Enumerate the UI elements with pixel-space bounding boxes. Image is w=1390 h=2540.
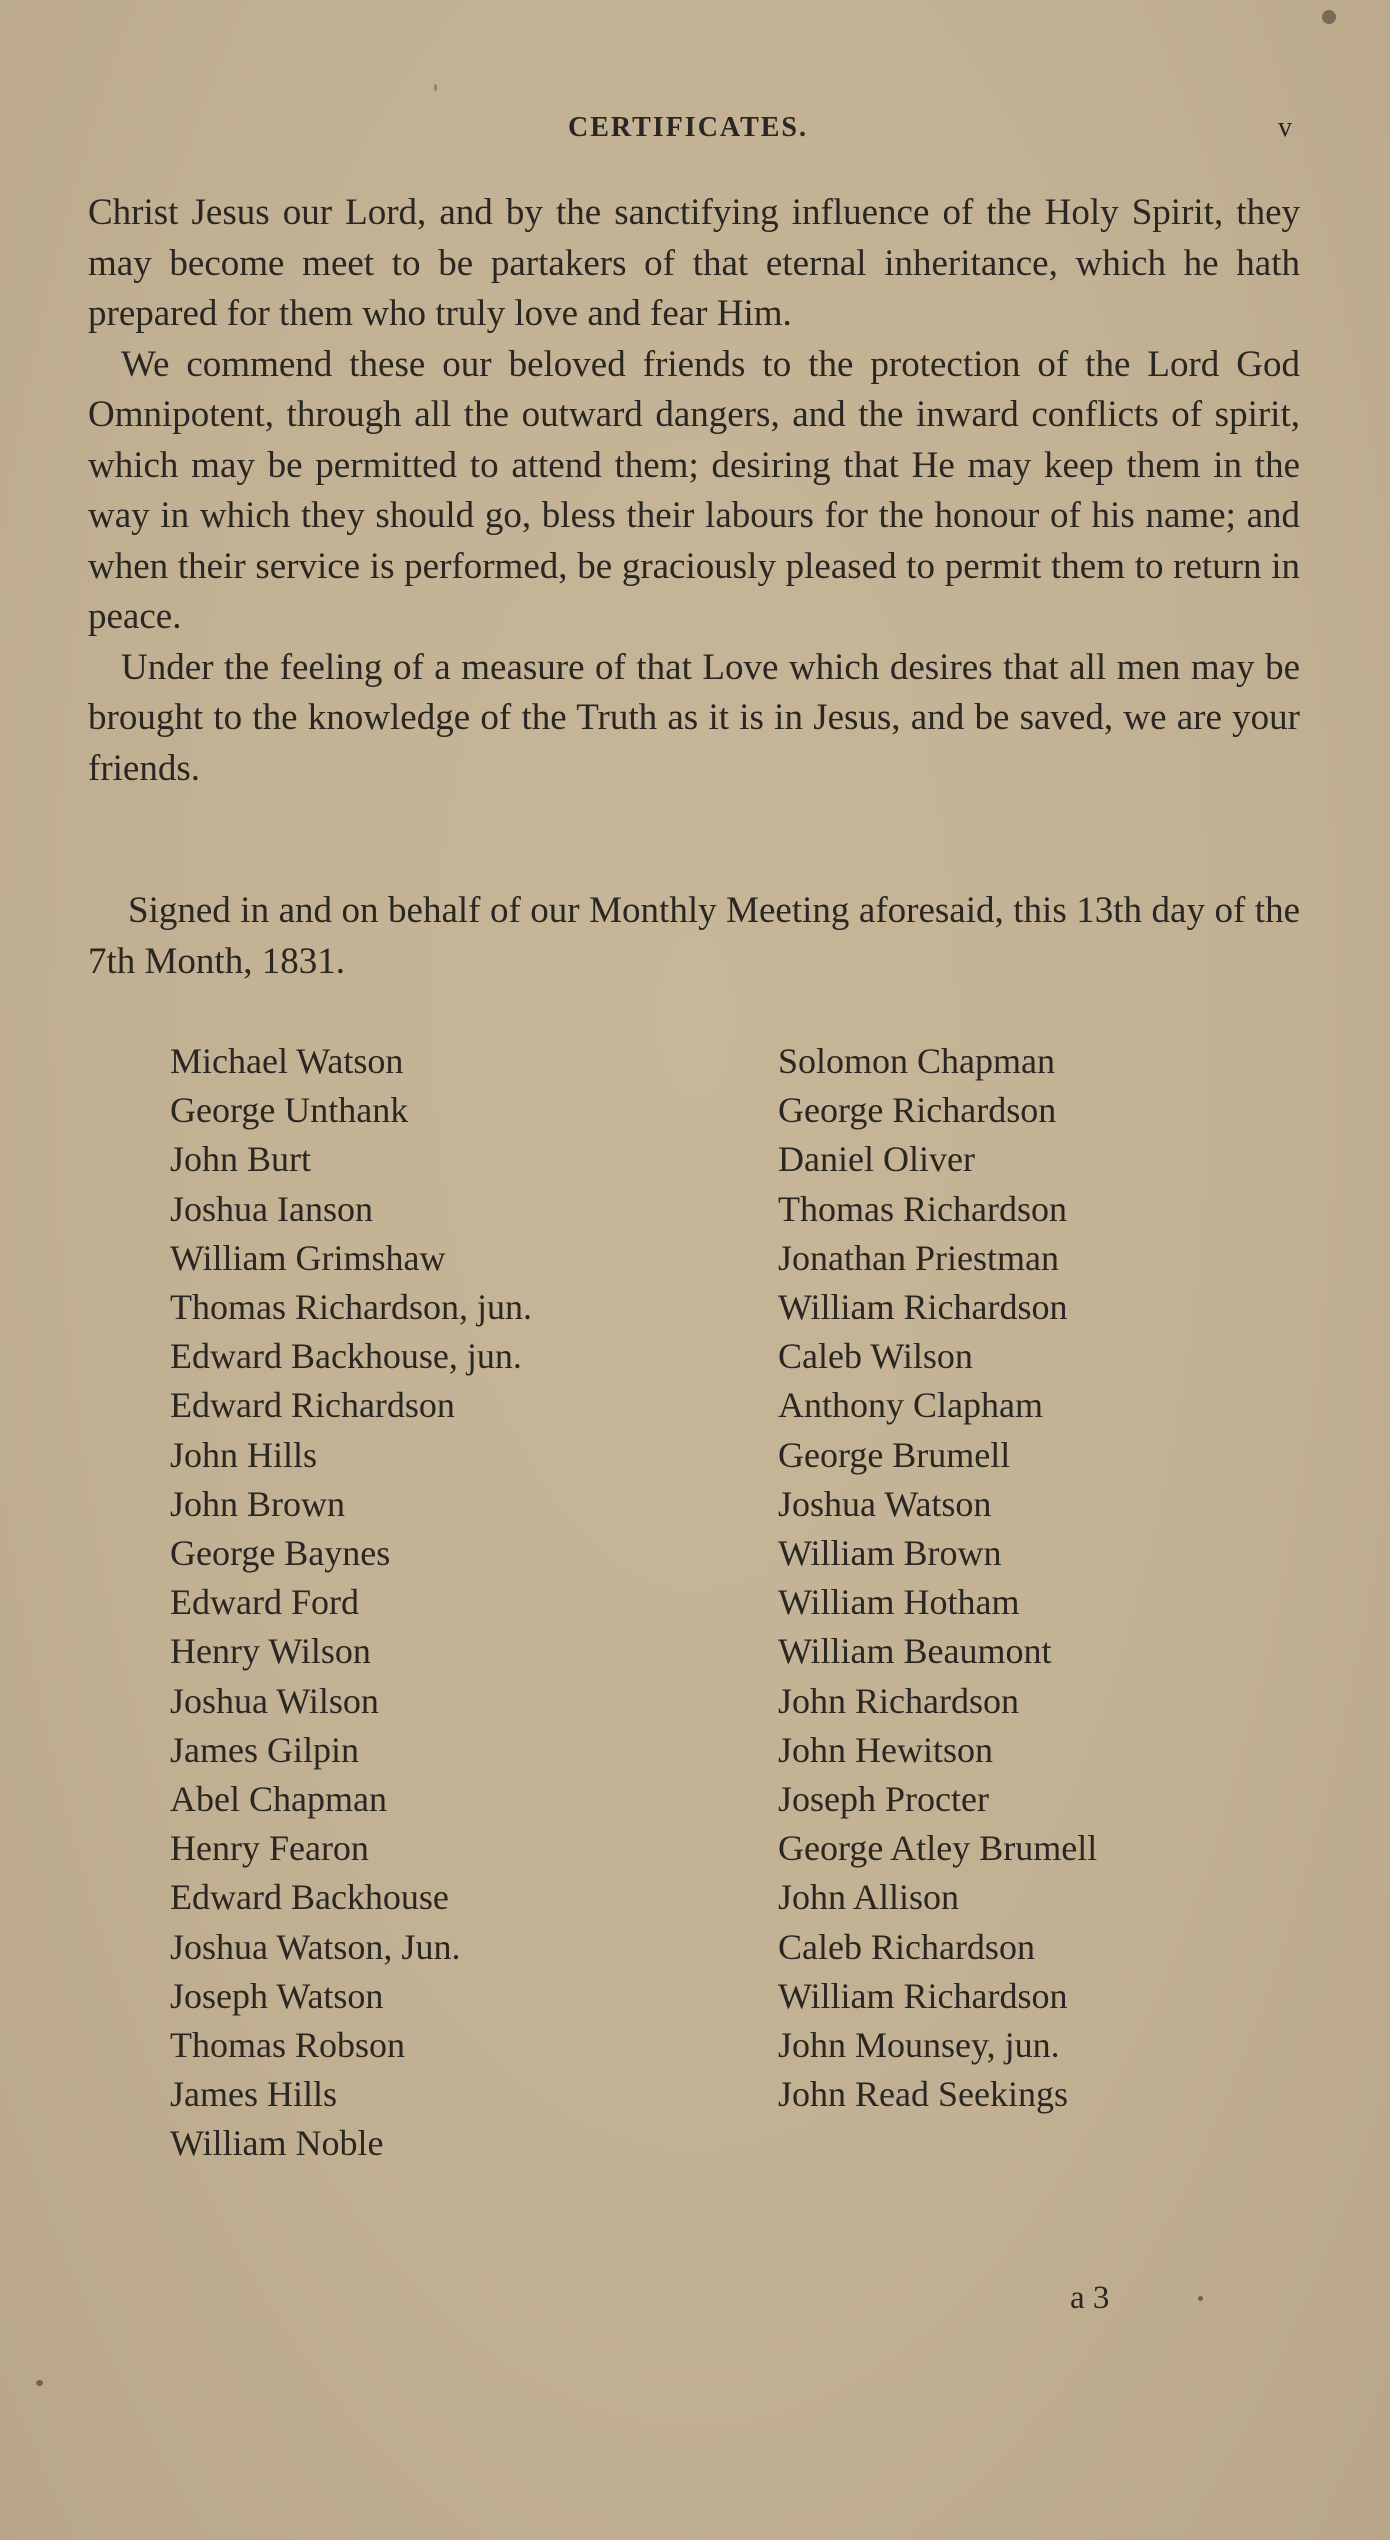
signatory-name: Joshua Ianson	[170, 1188, 373, 1229]
running-title: CERTIFICATES.	[568, 112, 808, 143]
signatory-name: Michael Watson	[170, 1041, 404, 1081]
paragraph: Christ Jesus our Lord, and by the sanctifying influence of the Holy Spirit, they may become meet to be partakers of that eternal inheritance, which he hath prepared for them who truly love and fear Him.	[88, 192, 1300, 334]
signatory-name: John Mounsey, jun.	[778, 2025, 1060, 2066]
signatory-name: George Unthank	[170, 1090, 409, 1131]
signatory-name: William Grimshaw	[170, 1237, 446, 1278]
running-header	[88, 112, 1292, 152]
signatory-name: William Richardson	[778, 1287, 1068, 1328]
signatory-name: William Hotham	[778, 1582, 1020, 1623]
signatory-name: Joshua Wilson	[170, 1680, 379, 1721]
signatory-name: Anthony Clapham	[778, 1385, 1043, 1426]
signature-mark: a 3	[1070, 2280, 1110, 2316]
paragraph: Under the feeling of a measure of that Love which desires that all men may be brought to the knowledge of the Truth as it is in Jesus, and be saved, we are your friends.	[88, 646, 1300, 789]
signatory-name: George Baynes	[170, 1533, 391, 1574]
ink-speck	[36, 2380, 43, 2386]
signatories-right-column	[778, 1037, 1097, 2119]
signatory-name: James Gilpin	[170, 1729, 359, 1770]
signatory-name: Henry Wilson	[170, 1631, 371, 1672]
signatory-name: Solomon Chapman	[778, 1041, 1055, 1081]
signatory-name: William Brown	[778, 1533, 1002, 1574]
signatory-name: George Atley Brumell	[778, 1828, 1098, 1869]
ink-speck	[1198, 2296, 1203, 2301]
signatory-name: Daniel Oliver	[778, 1139, 975, 1180]
signed-line: Signed in and on behalf of our Monthly Meeting aforesaid, this 13th day of the 7th Month, 1831.	[88, 890, 1300, 982]
signatory-name: John Richardson	[778, 1680, 1019, 1721]
signatory-name: John Allison	[778, 1877, 960, 1918]
signatory-name: Thomas Richardson, jun.	[170, 1287, 532, 1328]
signatory-name: John Brown	[170, 1483, 346, 1524]
signatory-name: Edward Backhouse, jun.	[170, 1336, 522, 1377]
signatory-name: John Hewitson	[778, 1729, 993, 1770]
signatory-name: Edward Ford	[170, 1582, 359, 1623]
signatory-name: Joseph Procter	[778, 1779, 989, 1820]
signatory-name: William Noble	[170, 2123, 384, 2164]
ink-speck	[434, 84, 437, 91]
signatory-name: Caleb Wilson	[778, 1336, 973, 1377]
signatory-name: Joshua Watson	[778, 1483, 992, 1524]
signatory-name: James Hills	[170, 2074, 337, 2115]
ink-speck	[1322, 10, 1336, 24]
signatory-name: John Hills	[170, 1434, 318, 1475]
signatory-name: Edward Backhouse	[170, 1877, 449, 1918]
signatory-name: Jonathan Priestman	[778, 1237, 1059, 1278]
body-text	[88, 188, 1300, 794]
page-number: v	[1278, 112, 1292, 143]
signatory-name: Caleb Richardson	[778, 1926, 1035, 1967]
signatory-name: William Beaumont	[778, 1631, 1052, 1672]
paragraph: We commend these our beloved friends to the protection of the Lord God Omnipotent, through all the outward dangers, and the inward conflicts of spirit, which may be permitted to attend them; desiring that He may keep them in the way in which they should go, bless their labours for the honour of his name; and when their service is performed, be graciously pleased to permit them to return in peace.	[88, 343, 1300, 637]
signatory-name: John Read Seekings	[778, 2074, 1068, 2115]
signatory-name: Edward Richardson	[170, 1385, 455, 1426]
signatory-name: George Brumell	[778, 1434, 1011, 1475]
signatories-left-column	[170, 1037, 532, 2169]
signatory-name: Abel Chapman	[170, 1779, 387, 1820]
signatory-name: John Burt	[170, 1139, 312, 1180]
signatory-name: George Richardson	[778, 1090, 1057, 1131]
signatory-name: Joseph Watson	[170, 1975, 384, 2016]
signatory-name: Thomas Richardson	[778, 1188, 1067, 1229]
signatory-name: Henry Fearon	[170, 1828, 369, 1869]
signatory-name: Joshua Watson, Jun.	[170, 1926, 461, 1967]
signatory-name: William Richardson	[778, 1975, 1068, 2016]
signatory-name: Thomas Robson	[170, 2025, 406, 2066]
